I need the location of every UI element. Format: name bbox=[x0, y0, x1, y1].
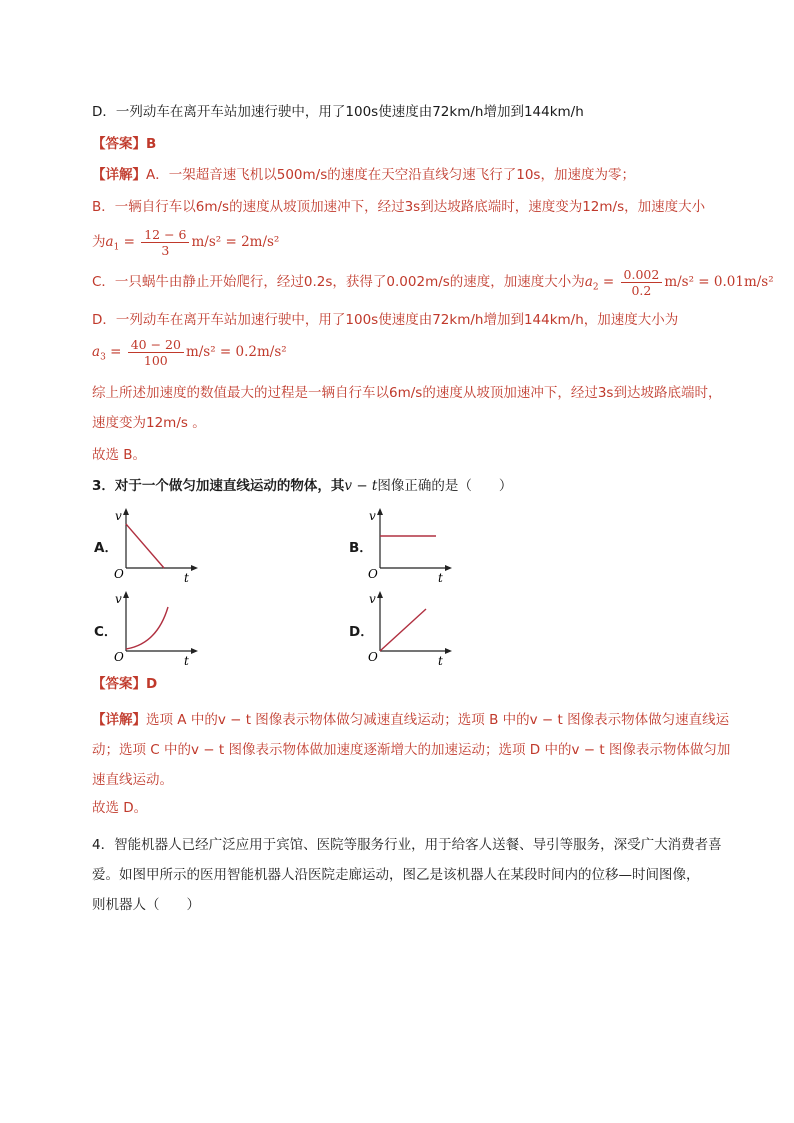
denominator: 100 bbox=[143, 352, 168, 368]
q2-option-d: D．一列动车在离开车站加速行驶中，用了100s使速度由72km/h增加到144km/h bbox=[92, 104, 584, 120]
q4-line3: 则机器人（ ） bbox=[92, 897, 200, 913]
origin-label: O bbox=[368, 567, 378, 581]
symbol-a: a bbox=[92, 344, 101, 360]
numerator: 0.002 bbox=[621, 267, 663, 283]
option-b-graph[interactable] bbox=[366, 506, 456, 582]
detail-text: C．一只蜗牛由静止开始爬行，经过0.2s，获得了0.002m/s的速度，加速度大小为 bbox=[92, 274, 585, 290]
numerator: 40 − 20 bbox=[128, 337, 184, 353]
option-a-graph[interactable] bbox=[112, 506, 202, 582]
origin-label: O bbox=[368, 650, 378, 664]
formula-tail: m/s² = 2m/s² bbox=[191, 234, 280, 250]
subscript: 1 bbox=[113, 242, 120, 253]
v-axis-arrow-icon bbox=[377, 591, 383, 598]
q3-choose: 故选 D。 bbox=[92, 800, 148, 816]
option-b-label[interactable]: B． bbox=[349, 540, 373, 556]
v-label: v bbox=[115, 509, 122, 523]
v-label: v bbox=[369, 509, 376, 523]
q2-answer bbox=[92, 134, 156, 154]
detail-label: 【详解】 bbox=[92, 167, 146, 183]
detail-text: A．一架超音速飞机以500m/s的速度在天空沿直线匀速飞行了10s，加速度为零； bbox=[146, 167, 635, 183]
detail-line3: 速直线运动。 bbox=[92, 772, 173, 788]
subscript: 2 bbox=[592, 282, 599, 293]
t-label: t bbox=[184, 571, 189, 582]
q2-choose: 故选 B。 bbox=[92, 447, 147, 463]
formula-prefix: 为 bbox=[92, 234, 106, 250]
answer-label: 【答案】 bbox=[92, 136, 146, 152]
q4-stem bbox=[92, 830, 722, 920]
q2-detail-a bbox=[92, 165, 635, 185]
q2-detail-b: B．一辆自行车以6m/s的速度从坡顶加速冲下，经过3s到达坡路底端时，速度变为12m/s，加速度大小 bbox=[92, 199, 706, 215]
detail-line1: 选项 A 中的v − t 图像表示物体做匀减速直线运动；选项 B 中的v − t 图像表示物体做匀速直线运 bbox=[146, 712, 730, 728]
q2-formula-a1: 为$a_1$ = $\frac{12 - 6}{3}$ m/s² = 2m/s² bbox=[92, 226, 280, 258]
v-label: v bbox=[115, 592, 122, 606]
t-label: t bbox=[438, 654, 443, 665]
v-label: v bbox=[369, 592, 376, 606]
t-axis-arrow-icon bbox=[445, 565, 452, 571]
q4-line2: 爱。如图甲所示的医用智能机器人沿医院走廊运动，图乙是该机器人在某段时间内的位移—时间图像， bbox=[92, 867, 700, 883]
option-d-label[interactable]: D． bbox=[349, 624, 374, 640]
stem-vt: v − t bbox=[344, 478, 378, 494]
q2-detail-d: D．一列动车在离开车站加速行驶中，用了100s使速度由72km/h增加到144km/h，加速度大小为 bbox=[92, 312, 679, 328]
option-c-graph[interactable] bbox=[112, 589, 202, 665]
t-axis-arrow-icon bbox=[191, 565, 198, 571]
q3-answer bbox=[92, 674, 157, 694]
q2-summary-line1: 综上所述加速度的数值最大的过程是一辆自行车以6m/s的速度从坡顶加速冲下，经过3s到达坡路底端时， bbox=[92, 385, 722, 401]
q2-detail-c: C．一只蜗牛由静止开始爬行，经过0.2s，获得了0.002m/s的速度，加速度大小为$a_2$ = $\frac{0.002}{0.2}$ m/s² = 0.01m/s² bbox=[92, 266, 774, 298]
q2-summary-line2: 速度变为12m/s 。 bbox=[92, 415, 206, 431]
stem-text: 3．对于一个做匀加速直线运动的物体，其 bbox=[92, 478, 345, 494]
q4-line1: 4．智能机器人已经广泛应用于宾馆、医院等服务行业，用于给客人送餐、导引等服务，深受广大消费者喜 bbox=[92, 837, 722, 853]
option-c-label[interactable]: C． bbox=[94, 624, 118, 640]
origin-label: O bbox=[114, 567, 124, 581]
v-axis-arrow-icon bbox=[123, 508, 129, 515]
answer-label: 【答案】 bbox=[92, 676, 146, 692]
symbol-a: a bbox=[584, 274, 593, 290]
origin-label: O bbox=[114, 650, 124, 664]
denominator: 0.2 bbox=[631, 282, 652, 298]
t-axis-arrow-icon bbox=[445, 648, 452, 654]
fraction bbox=[621, 267, 663, 298]
v-axis-arrow-icon bbox=[123, 591, 129, 598]
fraction bbox=[128, 337, 184, 368]
vt-curve bbox=[126, 607, 168, 649]
t-label: t bbox=[184, 654, 189, 665]
denominator: 3 bbox=[161, 242, 170, 258]
q3-detail bbox=[92, 705, 730, 795]
vt-line bbox=[380, 609, 426, 651]
t-axis-arrow-icon bbox=[191, 648, 198, 654]
t-label: t bbox=[438, 571, 443, 582]
v-axis-arrow-icon bbox=[377, 508, 383, 515]
fraction bbox=[141, 227, 189, 258]
stem-text-end: 图像正确的是（ ） bbox=[377, 478, 513, 494]
detail-line2: 动；选项 C 中的v − t 图像表示物体做加速度逐渐增大的加速运动；选项 D 中的v − t 图像表示物体做匀加 bbox=[92, 742, 731, 758]
q3-stem bbox=[92, 476, 512, 496]
formula-tail: m/s² = 0.01m/s² bbox=[664, 274, 774, 290]
option-a-label[interactable]: A． bbox=[94, 540, 118, 556]
formula-tail: m/s² = 0.2m/s² bbox=[185, 344, 287, 360]
numerator: 12 − 6 bbox=[141, 227, 189, 243]
answer-value: B bbox=[146, 136, 157, 152]
option-d-graph[interactable] bbox=[366, 589, 456, 665]
detail-label: 【详解】 bbox=[92, 712, 146, 728]
subscript: 3 bbox=[100, 352, 106, 363]
answer-value: D bbox=[146, 676, 158, 692]
q2-formula-a3: $a_3$ = $\frac{40 - 20}{100}$ m/s² = 0.2m/s² bbox=[92, 336, 287, 368]
symbol-a: a bbox=[105, 234, 114, 250]
vt-line bbox=[126, 524, 164, 568]
